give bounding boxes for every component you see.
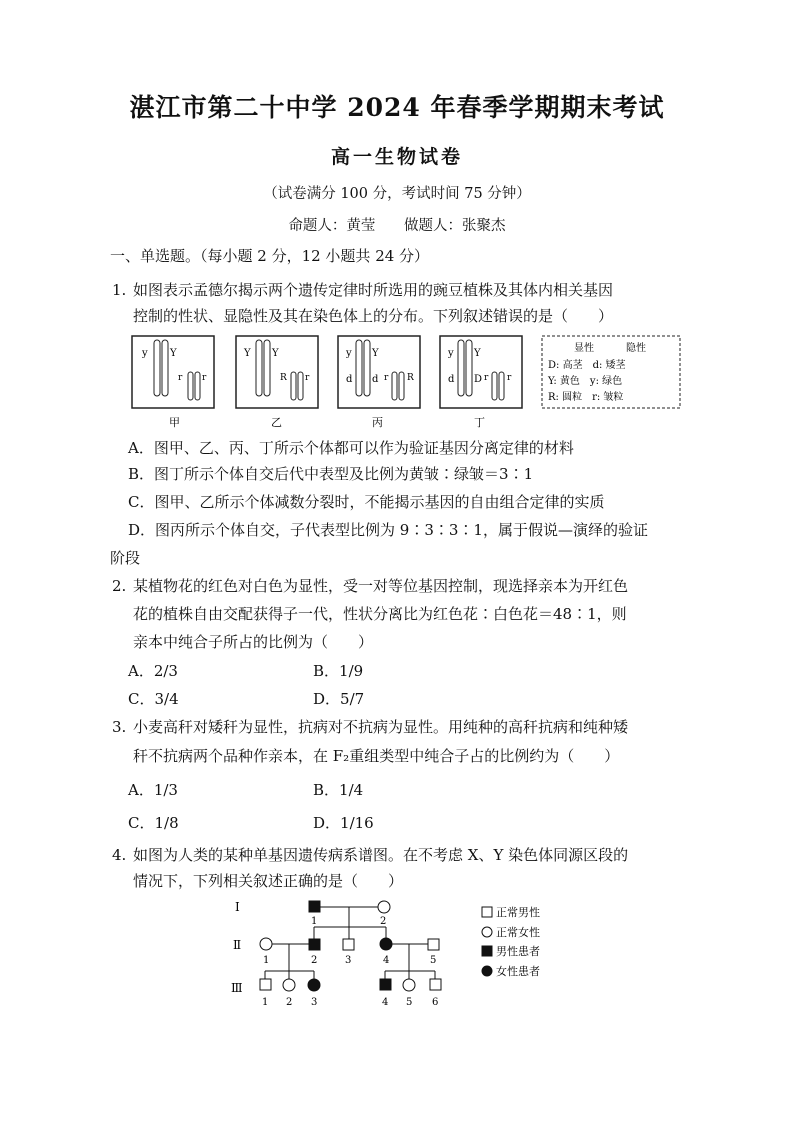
svg-text:Y: Y	[272, 348, 279, 359]
svg-text:5: 5	[430, 955, 437, 966]
exam-subtitle: 高一生物试卷	[330, 146, 463, 168]
svg-text:Y: Y	[474, 348, 481, 359]
q3-option-d: D．1/16	[313, 814, 374, 832]
q3-number: 3.	[112, 718, 127, 736]
normal-female-icon	[482, 927, 492, 937]
panel-yi	[236, 336, 318, 429]
svg-text:D: D	[474, 374, 483, 385]
exam-info: （试卷满分 100 分，考试时间 75 分钟）	[263, 186, 531, 202]
q1-option-a: A．图甲、乙、丙、丁所示个体都可以作为验证基因分离定律的材料	[128, 439, 574, 457]
chromosome-figure	[128, 330, 688, 430]
normal-male-icon	[430, 979, 441, 990]
legend-row: Y: 黄色 y: 绿色	[548, 376, 623, 387]
legend-dominant: 显性	[574, 343, 594, 354]
q4-number: 4.	[112, 846, 127, 864]
section-heading: 一、单选题。（每小题 2 分，12 小题共 24 分）	[110, 247, 430, 265]
svg-text:r: r	[507, 373, 512, 383]
authors	[0, 214, 794, 235]
normal-female-icon	[283, 979, 295, 991]
legend-affected-female: 女性患者	[496, 965, 540, 978]
svg-text:1: 1	[263, 955, 270, 966]
panel-label-bing: 丙	[372, 416, 383, 429]
affected-male-icon	[482, 946, 492, 956]
panel-label-jia: 甲	[169, 416, 180, 429]
legend-affected-male: 男性患者	[496, 945, 540, 958]
q3-text-line1: 小麦高秆对矮秆为显性，抗病对不抗病为显性。用纯种的高秆抗病和纯种矮	[133, 718, 629, 736]
svg-text:r: r	[178, 373, 183, 383]
normal-male-icon	[482, 907, 492, 917]
svg-text:Y: Y	[170, 348, 177, 359]
svg-text:y: y	[346, 348, 352, 359]
svg-text:R: R	[407, 373, 414, 383]
q1-option-d-cont: 阶段	[110, 549, 141, 567]
svg-text:3: 3	[345, 955, 352, 966]
svg-text:1: 1	[311, 916, 318, 927]
svg-text:1: 1	[262, 997, 269, 1008]
affected-male-icon	[309, 939, 320, 950]
svg-text:2: 2	[311, 955, 318, 966]
panel-bing	[338, 336, 420, 429]
svg-text:r: r	[202, 373, 207, 383]
q1-option-b: B．图丁所示个体自交后代中表型及比例为黄皱∶绿皱＝3∶1	[128, 465, 534, 483]
q2-text-line3: 亲本中纯合子所占的比例为（ ）	[133, 633, 374, 651]
q1-text-line1: 如图表示孟德尔揭示两个遗传定律时所选用的豌豆植株及其体内相关基因	[133, 281, 614, 299]
svg-text:2: 2	[380, 916, 387, 927]
svg-text:d: d	[448, 374, 455, 385]
svg-text:d: d	[346, 374, 353, 385]
normal-male-icon	[428, 939, 439, 950]
svg-text:r: r	[305, 373, 310, 383]
svg-text:2: 2	[286, 997, 293, 1008]
legend-normal-female: 正常女性	[496, 926, 540, 939]
gen-label-1: Ⅰ	[235, 900, 240, 914]
q1-number: 1.	[112, 281, 127, 299]
legend-row: R: 圆粒 r: 皱粒	[548, 392, 624, 403]
legend-normal-male: 正常男性	[496, 906, 540, 919]
q2-option-c: C．3/4	[128, 690, 179, 708]
q2-number: 2.	[112, 577, 127, 595]
affected-female-icon	[380, 938, 392, 950]
q3-option-a: A．1/3	[128, 781, 178, 799]
normal-female-icon	[403, 979, 415, 991]
q2-text-line2: 花的植株自由交配获得子一代，性状分离比为红色花∶白色花＝48∶1，则	[133, 605, 627, 623]
panel-label-yi: 乙	[271, 416, 282, 429]
q1-text-line2: 控制的性状、显隐性及其在染色体上的分布。下列叙述错误的是（ ）	[133, 307, 614, 325]
svg-text:5: 5	[406, 997, 413, 1008]
svg-text:4: 4	[382, 997, 389, 1008]
svg-text:r: r	[384, 373, 389, 383]
q3-option-c: C．1/8	[128, 814, 179, 832]
svg-text:R: R	[280, 373, 287, 383]
q2-text-line1: 某植物花的红色对白色为显性，受一对等位基因控制，现选择亲本为开红色	[133, 577, 629, 595]
gen-label-2: Ⅱ	[233, 938, 242, 952]
q1-option-d: D．图丙所示个体自交，子代表型比例为 9∶3∶3∶1，属于假说—演绎的验证	[128, 521, 648, 539]
panel-jia	[132, 336, 214, 429]
svg-text:r: r	[484, 373, 489, 383]
author: 命题人：黄莹	[288, 218, 376, 234]
q2-option-d: D．5/7	[313, 690, 365, 708]
svg-text:3: 3	[311, 997, 318, 1008]
affected-male-icon	[309, 901, 320, 912]
gen-label-3: Ⅲ	[231, 981, 243, 995]
svg-text:Y: Y	[244, 348, 251, 359]
svg-text:d: d	[372, 374, 379, 385]
q2-option-b: B．1/9	[313, 662, 364, 680]
panel-ding	[440, 336, 522, 429]
affected-female-icon	[482, 966, 492, 976]
svg-text:y: y	[448, 348, 454, 359]
svg-text:Y: Y	[372, 348, 379, 359]
q4-text-line1: 如图为人类的某种单基因遗传病系谱图。在不考虑 X、Y 染色体同源区段的	[133, 846, 629, 864]
q1-option-c: C．图甲、乙所示个体减数分裂时，不能揭示基因的自由组合定律的实质	[128, 493, 605, 511]
q3-option-b: B．1/4	[313, 781, 364, 799]
normal-male-icon	[260, 979, 271, 990]
gene-legend	[542, 336, 680, 408]
normal-female-icon	[378, 901, 390, 913]
svg-text:4: 4	[383, 955, 390, 966]
pedigree-chart	[225, 893, 575, 1011]
affected-female-icon	[308, 979, 320, 991]
affected-male-icon	[380, 979, 391, 990]
legend-row: D: 高茎 d: 矮茎	[548, 360, 626, 371]
normal-male-icon	[343, 939, 354, 950]
svg-text:6: 6	[432, 997, 439, 1008]
legend-recessive: 隐性	[626, 343, 646, 354]
q4-text-line2: 情况下，下列相关叙述正确的是（ ）	[133, 872, 404, 890]
normal-female-icon	[260, 938, 272, 950]
svg-text:y: y	[142, 348, 148, 359]
q2-option-a: A．2/3	[128, 662, 178, 680]
exam-title: 湛江市第二十中学 2024 年春季学期期末考试	[129, 93, 665, 122]
reviewer: 做题人：张聚杰	[404, 218, 506, 234]
q3-text-line2: 秆不抗病两个品种作亲本，在 F₂重组类型中纯合子占的比例约为（ ）	[133, 747, 620, 765]
panel-label-ding: 丁	[474, 416, 485, 429]
